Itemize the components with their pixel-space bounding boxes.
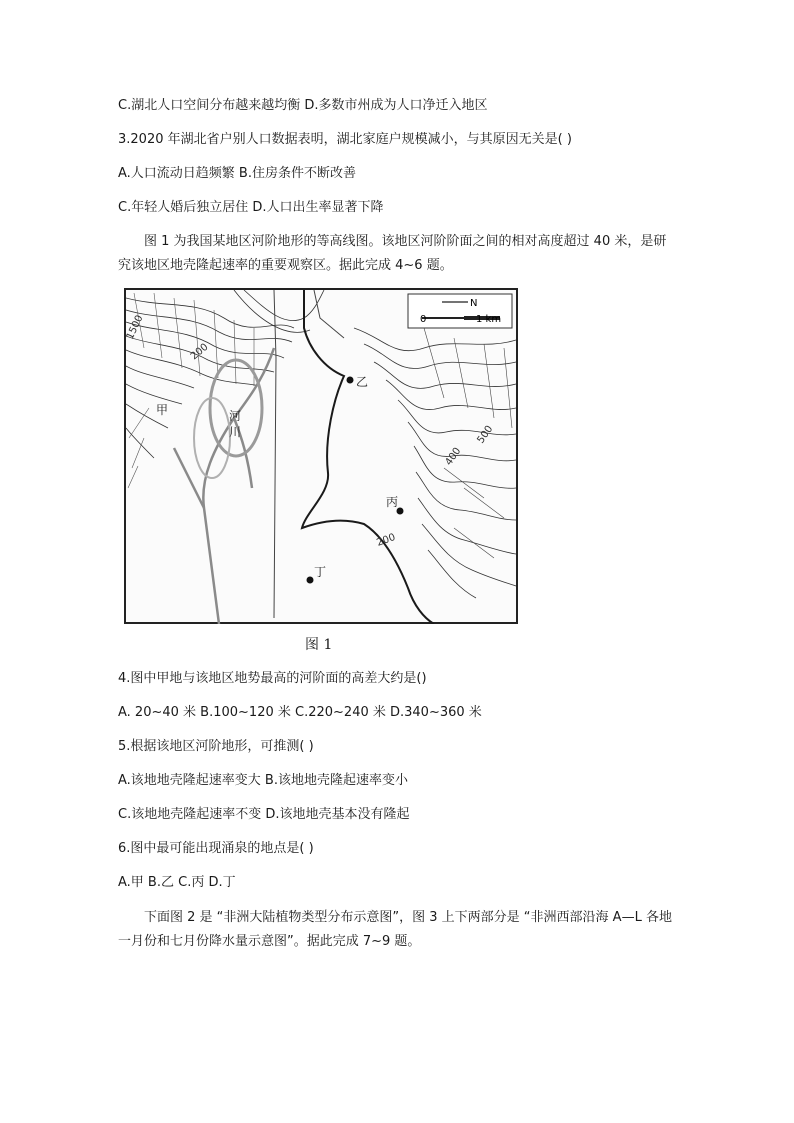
scale-km-label: 1 km — [476, 314, 502, 325]
question-3: 3.2020 年湖北省户别人口数据表明，湖北家庭户规模减小，与其原因无关是( ) — [118, 132, 572, 147]
place-label-ding: 丁 — [314, 565, 327, 579]
question-5: 5.根据该地区河阶地形，可推测( ) — [118, 739, 314, 754]
place-label-jia: 甲 — [156, 403, 169, 417]
contour-label-200-left: 200 — [188, 341, 211, 363]
contour-label-500: 500 — [475, 423, 496, 446]
question-3-options-c-d: C.年轻人婚后独立居住 D.人口出生率显著下降 — [118, 200, 384, 215]
figure-caption: 图 1 — [305, 637, 333, 653]
question-5-options-c-d: C.该地地壳隆起速率不变 D.该地地壳基本没有隆起 — [118, 807, 410, 822]
river-label-he: 河 — [229, 409, 242, 423]
question-4-options: A. 20~40 米 B.100~120 米 C.220~240 米 D.340~360 米 — [118, 705, 482, 720]
scale-zero-label: 0 — [420, 314, 427, 325]
question-6: 6.图中最可能出现涌泉的地点是( ) — [118, 841, 314, 856]
contour-label-1500: 1500 — [124, 313, 146, 342]
question-3-options-a-b: A.人口流动日趋频繁 B.住房条件不断改善 — [118, 166, 356, 181]
point-yi — [347, 377, 354, 384]
north-label: N — [470, 298, 478, 309]
place-label-bing: 丙 — [386, 495, 399, 509]
question-4: 4.图中甲地与该地区地势最高的河阶面的高差大约是() — [118, 671, 427, 686]
contour-label-400: 400 — [443, 445, 464, 468]
scale-bar — [408, 294, 512, 328]
question-5-options-a-b: A.该地地壳隆起速率变大 B.该地地壳隆起速率变小 — [118, 773, 408, 788]
river-label-chuan: 川 — [229, 425, 242, 439]
option-line-c-d: C.湖北人口空间分布越来越均衡 D.多数市州成为人口净迁入地区 — [118, 98, 488, 113]
contour-map-figure-1 — [124, 288, 518, 624]
contour-label-200-right: 200 — [375, 531, 397, 549]
figure-1-intro: 图 1 为我国某地区河阶地形的等高线图。该地区河阶阶面之间的相对高度超过 40 米，是研究该地区地壳隆起速率的重要观察区。据此完成 4~6 题。 — [118, 234, 667, 273]
question-6-options: A.甲 B.乙 C.丙 D.丁 — [118, 875, 236, 890]
place-label-yi: 乙 — [356, 375, 369, 389]
figure-2-3-intro: 下面图 2 是 “非洲大陆植物类型分布示意图”，图 3 上下两部分是 “非洲西部沿海 A—L 各地一月份和七月份降水量示意图”。据此完成 7~9 题。 — [118, 910, 672, 949]
point-ding — [307, 577, 314, 584]
